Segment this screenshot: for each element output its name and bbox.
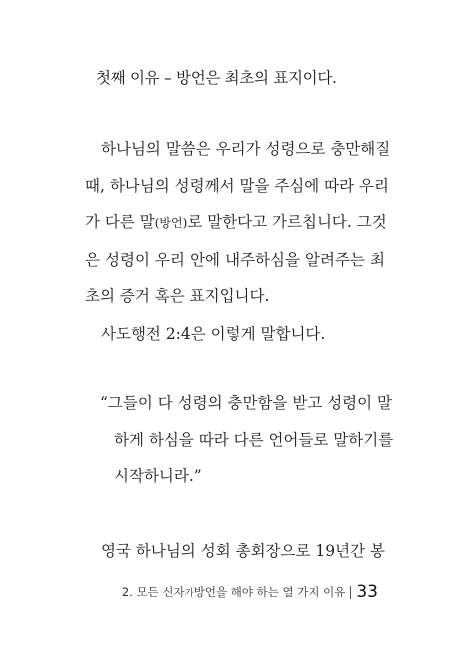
paragraph-1-line-5: 초의 증거 혹은 표지입니다. bbox=[85, 287, 270, 305]
page-footer bbox=[122, 582, 378, 602]
paragraph-1-line-3-b: 로 말한다고 가르칩니다. 그것 bbox=[187, 213, 387, 231]
paragraph-2-line-1: 사도행전 2:4은 이렇게 말합니다. bbox=[101, 325, 326, 343]
paragraph-1-line-3-paren: (방언) bbox=[154, 216, 188, 230]
paragraph-1-line-3-a: 가 다른 말 bbox=[85, 213, 155, 231]
paragraph-1 bbox=[85, 131, 391, 315]
quote-line-1: “그들이 다 성령의 충만함을 받고 성령이 말 bbox=[100, 394, 393, 412]
page-number: 33 bbox=[356, 582, 378, 602]
scripture-quote bbox=[100, 385, 394, 495]
quote-line-2: 하게 하심을 따라 다른 언어들로 말하기를 bbox=[114, 430, 394, 449]
paragraph-2 bbox=[85, 316, 385, 353]
paragraph-1-line-4: 은 성령이 우리 안에 내주하심을 알려주는 최 bbox=[85, 250, 385, 269]
footer-chapter-prefix: 2. 모든 신자 bbox=[121, 585, 185, 599]
quote-line-3: 시작하니라.” bbox=[114, 467, 202, 485]
paragraph-3 bbox=[85, 533, 385, 570]
paragraph-3-line-1: 영국 하나님의 성회 총회장으로 19년간 봉 bbox=[101, 542, 385, 560]
footer-chapter-small: 가 bbox=[184, 588, 194, 599]
paragraph-1-line-1: 하나님의 말씀은 우리가 성령으로 충만해질 bbox=[101, 140, 391, 158]
paragraph-1-line-3 bbox=[85, 204, 385, 242]
footer-divider bbox=[350, 586, 351, 599]
section-heading: 첫째 이유 – 방언은 최초의 표지이다. bbox=[96, 69, 337, 87]
footer-chapter-title: 방언을 해야 하는 열 가지 이유 bbox=[193, 585, 346, 599]
paragraph-1-line-2: 때, 하나님의 성령께서 말을 주심에 따라 우리 bbox=[85, 176, 390, 195]
